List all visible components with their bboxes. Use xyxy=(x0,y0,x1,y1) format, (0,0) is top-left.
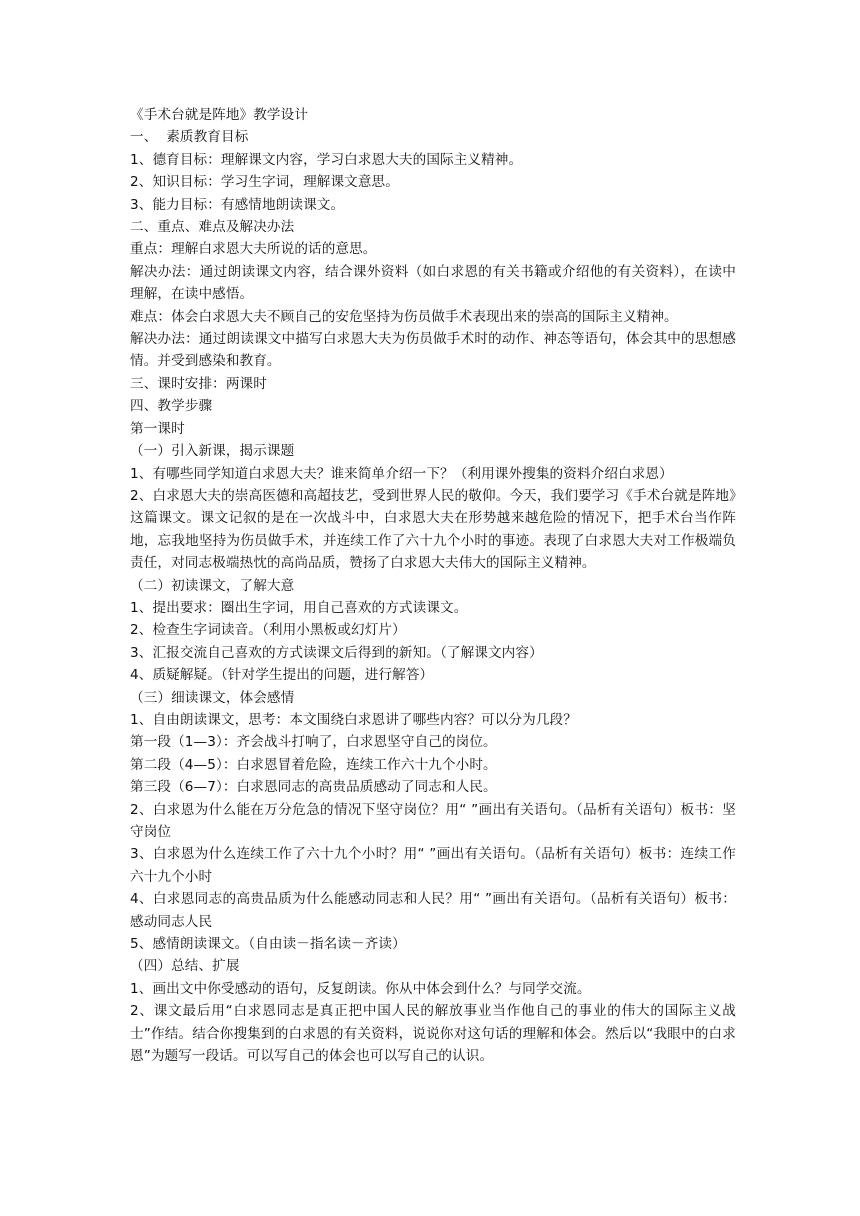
paragraph: 2、检查生字词读音。（利用小黑板或幻灯片） xyxy=(130,622,406,639)
paragraph: 2、知识目标：学习生字词，理解课文意思。 xyxy=(130,174,399,191)
document-body xyxy=(130,104,736,1067)
paragraph: 2、白求恩大夫的崇高医德和高超技艺，受到世界人民的敬仰。今天，我们要学习《手术台就是阵地》这篇课文。课文记叙的是在一次战斗中，白求恩大夫在形势越来越危险的情况下，把手术台当作阵地，忘我地坚持为伤员做手术，并连续工作了六十九个小时的事迹。表现了白求恩大夫对工作极端负责任，对同志极端热忱的高尚品质，赞扬了白求恩大夫伟大的国际主义精神。 xyxy=(130,487,736,572)
subsection-heading: （一）引入新课，揭示课题 xyxy=(130,443,295,460)
paragraph: 1、德育目标：理解课文内容，学习白求恩大夫的国际主义精神。 xyxy=(130,151,523,168)
section-heading: 四、教学步骤 xyxy=(130,398,213,415)
paragraph: 1、有哪些同学知道白求恩大夫？谁来简单介绍一下？（利用课外搜集的资料介绍白求恩） xyxy=(130,465,673,482)
paragraph: 4、白求恩同志的高贵品质为什么能感动同志和人民？用“ ”画出有关语句。（品析有关语句）板书：感动同志人民 xyxy=(130,891,736,930)
subsection-heading: （三）细读课文，体会感情 xyxy=(130,689,295,706)
paragraph: 2、白求恩为什么能在万分危急的情况下坚守岗位？用“ ”画出有关语句。（品析有关语句）板书：坚守岗位 xyxy=(130,801,736,840)
paragraph: 解决办法：通过朗读课文中描写白求恩大夫为伤员做手术时的动作、神态等语句，体会其中的思想感情。并受到感染和教育。 xyxy=(130,331,736,370)
paragraph: 3、能力目标：有感情地朗读课文。 xyxy=(130,196,345,213)
subsection-heading: （四）总结、扩展 xyxy=(130,958,240,975)
section-heading: 二、重点、难点及解决办法 xyxy=(130,219,295,236)
document-title: 《手术台就是阵地》教学设计 xyxy=(130,107,309,123)
paragraph: 难点：体会白求恩大夫不顾自己的安危坚持为伤员做手术表现出来的崇高的国际主义精神。 xyxy=(130,308,678,325)
paragraph: 重点：理解白求恩大夫所说的话的意思。 xyxy=(130,241,377,258)
paragraph: 4、质疑解疑。（针对学生提出的问题，进行解答） xyxy=(130,667,434,684)
paragraph: 第二段（4—5）：白求恩冒着危险，连续工作六十九个小时。 xyxy=(130,756,497,773)
paragraph: 1、自由朗读课文，思考：本文围绕白求恩讲了哪些内容？可以分为几段？ xyxy=(130,711,577,728)
paragraph: 3、汇报交流自己喜欢的方式读课文后得到的新知。（了解课文内容） xyxy=(130,644,543,661)
paragraph: 1、提出要求：圈出生字词，用自己喜欢的方式读课文。 xyxy=(130,599,468,616)
paragraph: 第一段（1—3）：齐会战斗打响了，白求恩坚守自己的岗位。 xyxy=(130,734,497,751)
paragraph: 3、白求恩为什么连续工作了六十九个小时？用“ ”画出有关语句。（品析有关语句）板书：连续工作六十九个小时 xyxy=(130,846,736,885)
subsection-heading: （二）初读课文，了解大意 xyxy=(130,577,295,594)
paragraph: 解决办法：通过朗读课文内容，结合课外资料（如白求恩的有关书籍或介绍他的有关资料），在读中理解，在读中感悟。 xyxy=(130,263,736,303)
section-heading: 三、课时安排：两课时 xyxy=(130,375,267,392)
subsection-heading: 第一课时 xyxy=(130,420,185,437)
paragraph: 5、感情朗读课文。（自由读－指名读－齐读） xyxy=(130,936,406,953)
section-heading: 一、 素质教育目标 xyxy=(130,129,249,146)
paragraph: 第三段（6—7）：白求恩同志的高贵品质感动了同志和人民。 xyxy=(130,779,497,796)
paragraph: 1、画出文中你受感动的语句，反复朗读。你从中体会到什么？与同学交流。 xyxy=(130,980,591,997)
paragraph: 2、课文最后用“白求恩同志是真正把中国人民的解放事业当作他自己的事业的伟大的国际主义战士”作结。结合你搜集到的白求恩的有关资料，说说你对这句话的理解和体会。然后以“我眼中的白求恩”为题写一段话。可以写自己的体会也可以写自己的认识。 xyxy=(130,1003,736,1065)
